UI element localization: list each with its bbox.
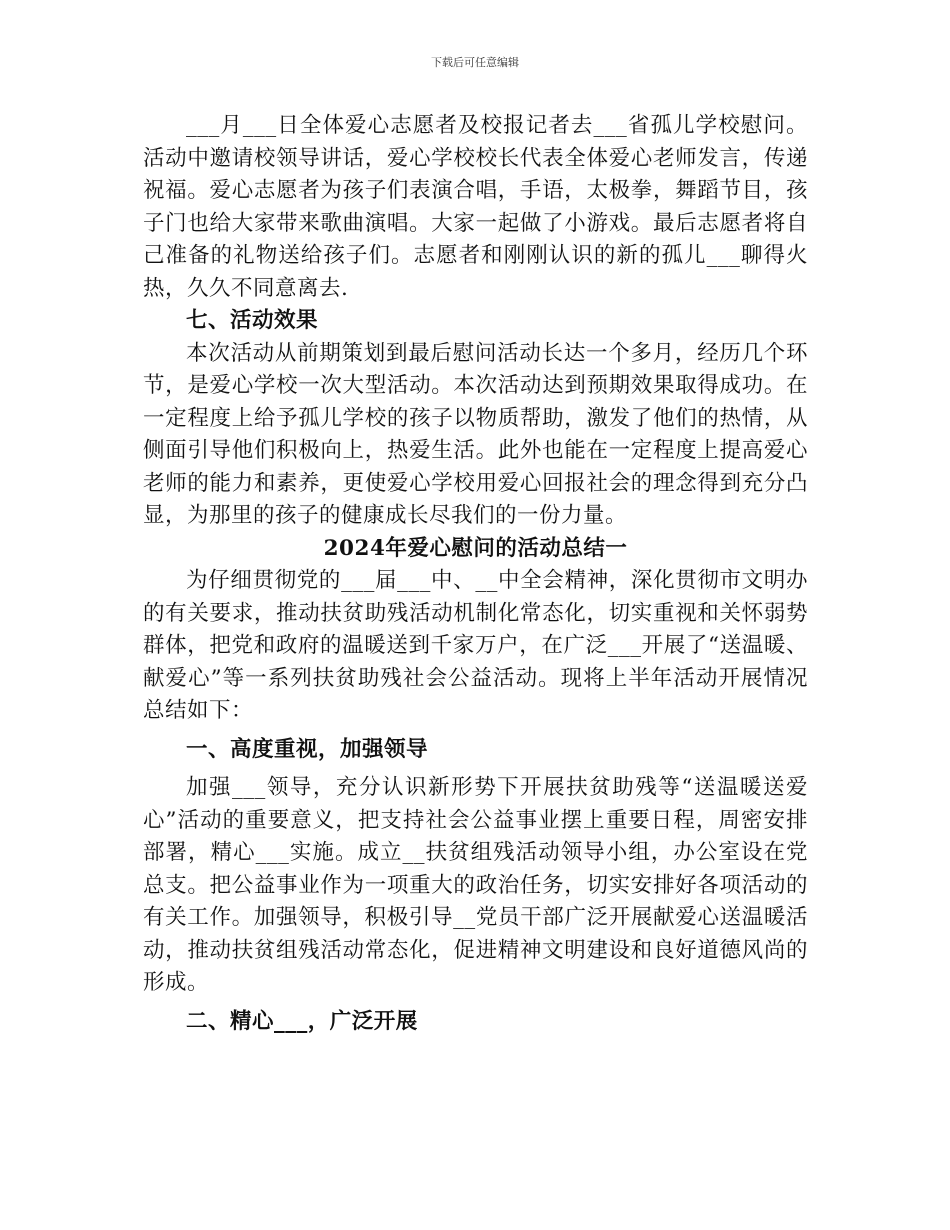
page-header-note: 下载后可任意编辑: [431, 56, 519, 69]
section-heading-leadership: 一、高度重视，加强领导: [186, 736, 429, 762]
paragraph-leadership: 加强___领导，充分认识新形势下开展扶贫助残等“送温暖送爱心”活动的重要意义，把支持社会公益事业摆上重要日程，周密安排部署，精心___实施。成立__扶贫组残活动领导小组，办公室设在党总支。把公益事业作为一项重大的政治任务，切实安排好各项活动的有关工作。加强领导，积极引导__党员干部广泛开展献爱心送温暖活动，推动扶贫组残活动常态化，促进精神文明建设和良好道德风尚的形成。: [143, 775, 808, 995]
paragraph-activity-effect: 本次活动从前期策划到最后慰问活动长达一个多月，经历几个环节，是爱心学校一次大型活动。本次活动达到预期效果取得成功。在一定程度上给予孤儿学校的孩子以物质帮助，激发了他们的热情，从侧面引导他们积极向上，热爱生活。此外也能在一定程度上提高爱心老师的能力和素养，更使爱心学校用爱心回报社会的理念得到充分凸显，为那里的孩子的健康成长尽我们的一份力量。: [143, 340, 808, 528]
paragraph-visit-activity: ___月___日全体爱心志愿者及校报记者去___省孤儿学校慰问。活动中邀请校领导讲话，爱心学校校长代表全体爱心老师发言，传递祝福。爱心志愿者为孩子们表演合唱，手语，太极拳，舞蹈节目，孩子门也给大家带来歌曲演唱。大家一起做了小游戏。最后志愿者将自己准备的礼物送给孩子们。志愿者和刚刚认识的新的孤儿___聊得火热，久久不同意离去.: [143, 113, 808, 301]
document-body: [143, 110, 808, 1044]
section-heading-organization: 二、精心___，广泛开展: [186, 1008, 418, 1034]
document-title: 2024年爱心慰问的活动总结一: [323, 535, 628, 561]
section-heading-activity-effect: 七、活动效果: [186, 308, 319, 333]
paragraph-introduction: 为仔细贯彻党的___届___中、__中全会精神，深化贯彻市文明办的有关要求，推动扶贫助残活动机制化常态化，切实重视和关怀弱势群体，把党和政府的温暖送到千家万户，在广泛___开展了“送温暖、献爱心”等一系列扶贫助残社会公益活动。现将上半年活动开展情况总结如下：: [143, 568, 808, 723]
